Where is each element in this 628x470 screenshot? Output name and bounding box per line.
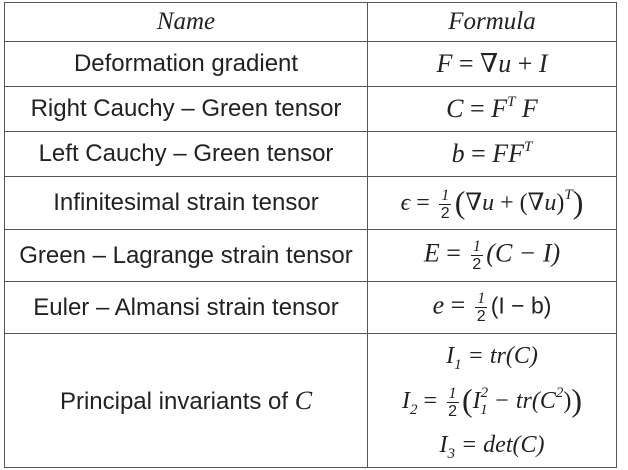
row-name: Euler – Almansi strain tensor: [5, 282, 368, 334]
row-name: Left Cauchy – Green tensor: [5, 132, 368, 177]
formula-infinitesimal-strain: ϵ = $\frac{1}{2}$ $(\nabla u + (\nabla u)^T)$: [368, 177, 617, 230]
table-row: [5, 42, 617, 87]
table-row: [5, 87, 617, 132]
formula-deformation-gradient: F = ∇u + I: [368, 42, 617, 87]
formula-principal-invariants: [368, 334, 617, 468]
strain-tensor-table: [4, 2, 617, 468]
formula-euler-almansi: e = $\frac{1}{2}$ (I − b): [368, 282, 617, 334]
row-name: Principal invariants of C: [5, 334, 368, 468]
row-name: Infinitesimal strain tensor: [5, 177, 368, 230]
header-name: Name: [5, 3, 368, 42]
row-name: Green – Lagrange strain tensor: [5, 230, 368, 282]
table-row: [5, 230, 617, 282]
table-row: [5, 334, 617, 468]
formula-right-cauchy-green: $C = F^T$ F: [368, 87, 617, 132]
invariant-i3: $I_3 = \det(C)$: [439, 432, 545, 462]
table-row: [5, 177, 617, 230]
table-row: [5, 132, 617, 177]
row-name: Right Cauchy – Green tensor: [5, 87, 368, 132]
table-header-row: [5, 3, 617, 42]
header-formula: Formula: [368, 3, 617, 42]
formula-green-lagrange: E = $\frac{1}{2}$ (C − I): [368, 230, 617, 282]
table-row: [5, 282, 617, 334]
formula-left-cauchy-green: $b = FF^T$: [368, 132, 617, 177]
invariant-i1: $I_1 = tr(C)$: [446, 343, 538, 373]
row-name: Deformation gradient: [5, 42, 368, 87]
invariant-i2: $I_2$ = $\frac{1}{2}$ $(I^2_1 - tr(C^2))$: [402, 382, 582, 420]
